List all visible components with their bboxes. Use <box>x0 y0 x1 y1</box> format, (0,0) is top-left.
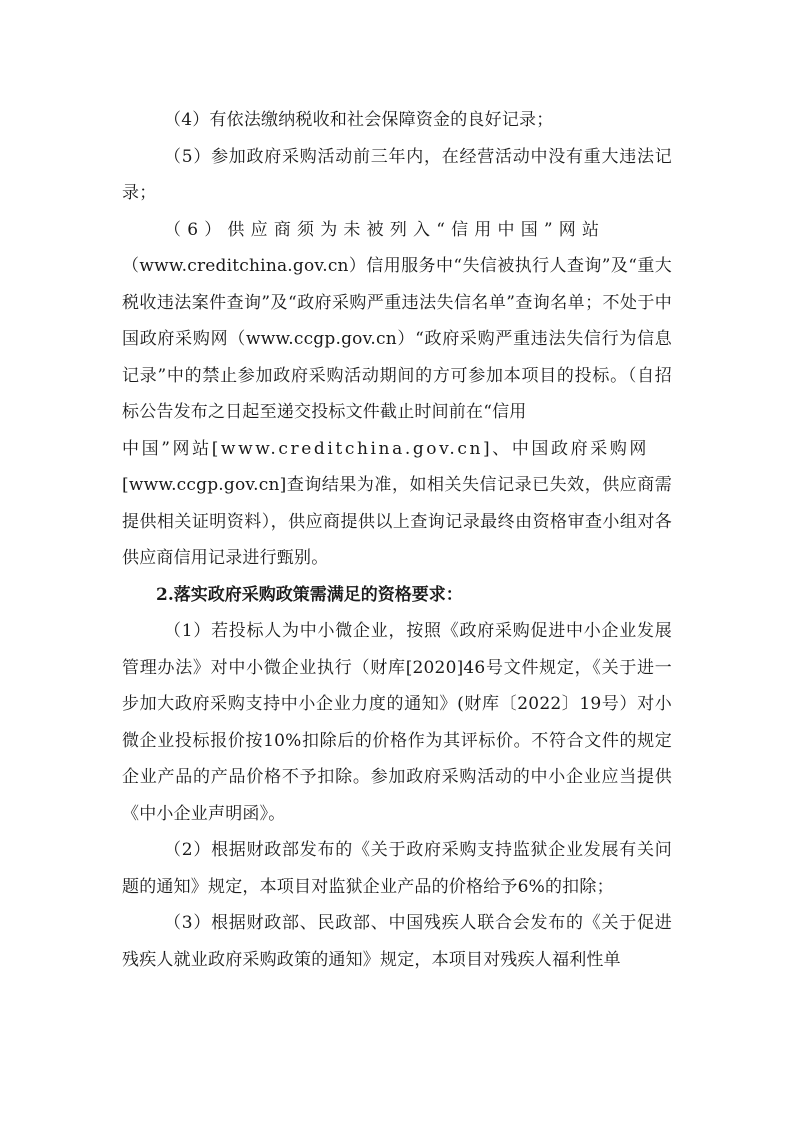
paragraph-4: （4）有依法缴纳税收和社会保障资金的良好记录； <box>164 110 554 130</box>
paragraph-6-body: （www.creditchina.gov.cn）信用服务中“失信被执行人查询”及“重大税收违法案件查询”及“政府采购严重违法失信名单”查询名单；不处于中国政府采购网（www.ccgp.gov.cn）“政府采购严重违法失信行为信息记录”中的禁止参加政府采购活动期间的方可参加本项目的投标。（自招标公告发布之日起至递交投标文件截止时间前在“信用 <box>122 256 672 422</box>
section-2-heading: 2.落实政府采购政策需满足的资格要求： <box>156 584 463 605</box>
paragraph-6-head: （6）供应商须为未被列入“信用中国”网站 <box>164 219 606 240</box>
document-body <box>122 102 672 978</box>
paragraph-6-tail: [www.ccgp.gov.cn]查询结果为准，如相关失信记录已失效，供应商需提供相关证明资料），供应商提供以上查询记录最终由资格审查小组对各供应商信用记录进行甄别。 <box>122 475 672 568</box>
section-2-item-3: （3）根据财政部、民政部、中国残疾人联合会发布的《关于促进残疾人就业政府采购政策的通知》规定，本项目对残疾人福利性单 <box>122 913 672 970</box>
section-2-item-1: （1）若投标人为中小微企业，按照《政府采购促进中小企业发展管理办法》对中小微企业执行（财库[2020]46号文件规定，《关于进一步加大政府采购支持中小企业力度的通知》(财库〔2022〕19号）对小微企业投标报价按10%扣除后的价格作为其评标价。不符合文件的规定企业产品的产品价格不予扣除。参加政府采购活动的中小企业应当提供《中小企业声明函》。 <box>122 621 672 824</box>
section-2-item-2: （2）根据财政部发布的《关于政府采购支持监狱企业发展有关问题的通知》规定，本项目对监狱企业产品的价格给予6%的扣除； <box>122 840 672 897</box>
paragraph-5: （5）参加政府采购活动前三年内，在经营活动中没有重大违法记录； <box>122 146 672 203</box>
paragraph-6-spaced-line: 中国”网站[www.creditchina.gov.cn]、中国政府采购网 <box>122 438 650 459</box>
